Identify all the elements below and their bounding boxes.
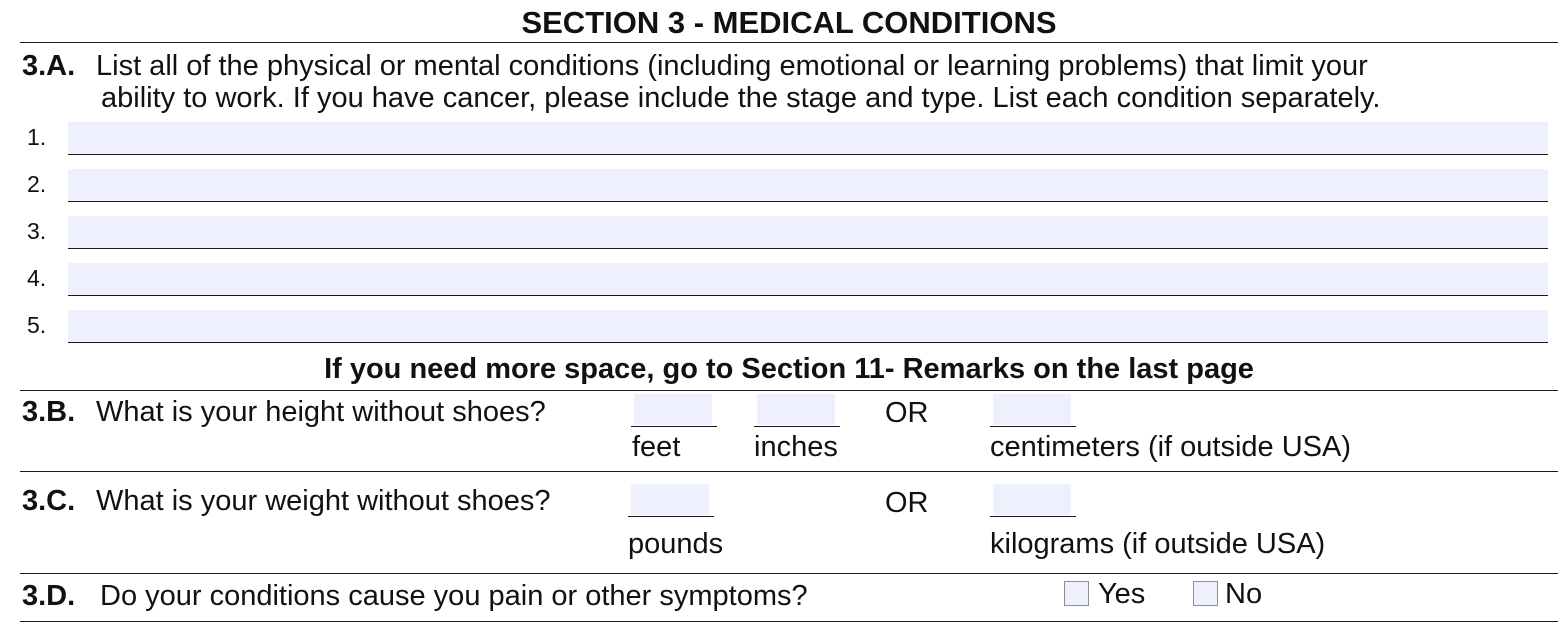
section-rule <box>20 42 1558 43</box>
condition-4-field[interactable] <box>68 263 1548 296</box>
divider <box>20 471 1558 472</box>
condition-2-input[interactable] <box>68 169 1548 201</box>
question-3c-number: 3.C. <box>22 485 76 517</box>
condition-3-field[interactable] <box>68 216 1548 249</box>
question-3d-number: 3.D. <box>22 580 76 612</box>
feet-input[interactable] <box>631 394 717 426</box>
divider <box>20 621 1558 622</box>
kilograms-input[interactable] <box>990 484 1076 516</box>
condition-4-input[interactable] <box>68 263 1548 295</box>
condition-5-field[interactable] <box>68 310 1548 343</box>
question-3b-number: 3.B. <box>22 396 76 428</box>
divider <box>20 573 1558 574</box>
inches-input[interactable] <box>754 394 840 426</box>
question-3a-number: 3.A. <box>22 50 76 82</box>
pounds-label: pounds <box>628 528 724 560</box>
inches-label: inches <box>754 431 838 463</box>
inches-field[interactable] <box>754 394 840 427</box>
feet-label: feet <box>632 431 681 463</box>
question-3a-text-line2: ability to work. If you have cancer, please include the stage and type. List each condition separately. <box>101 82 1381 114</box>
feet-field[interactable] <box>631 394 717 427</box>
condition-row-label: 3. <box>27 218 47 244</box>
kilograms-label: kilograms (if outside USA) <box>990 528 1326 560</box>
or-label: OR <box>885 487 929 519</box>
or-label: OR <box>885 397 929 429</box>
more-space-note: If you need more space, go to Section 11- Remarks on the last page <box>324 353 1254 385</box>
no-checkbox[interactable] <box>1193 581 1218 606</box>
question-3a-text-line1: List all of the physical or mental conditions (including emotional or learning problems) that limit your <box>96 50 1368 82</box>
centimeters-field[interactable] <box>990 394 1076 427</box>
question-3b-text: What is your height without shoes? <box>96 396 546 428</box>
no-label: No <box>1225 578 1263 610</box>
condition-5-input[interactable] <box>68 310 1548 342</box>
question-3c-text: What is your weight without shoes? <box>96 485 551 517</box>
condition-row-label: 2. <box>27 171 47 197</box>
yes-label: Yes <box>1098 578 1146 610</box>
centimeters-label: centimeters (if outside USA) <box>990 431 1352 463</box>
condition-row-label: 1. <box>27 124 47 150</box>
centimeters-input[interactable] <box>990 394 1076 426</box>
condition-2-field[interactable] <box>68 169 1548 202</box>
condition-3-input[interactable] <box>68 216 1548 248</box>
section-title: SECTION 3 - MEDICAL CONDITIONS <box>521 5 1057 40</box>
condition-1-field[interactable] <box>68 122 1548 155</box>
condition-1-input[interactable] <box>68 122 1548 154</box>
condition-row-label: 4. <box>27 265 47 291</box>
divider <box>20 390 1558 391</box>
yes-checkbox[interactable] <box>1064 581 1089 606</box>
pounds-field[interactable] <box>628 484 714 517</box>
condition-row-label: 5. <box>27 312 47 338</box>
question-3d-text: Do your conditions cause you pain or other symptoms? <box>100 580 808 612</box>
kilograms-field[interactable] <box>990 484 1076 517</box>
pounds-input[interactable] <box>628 484 714 516</box>
